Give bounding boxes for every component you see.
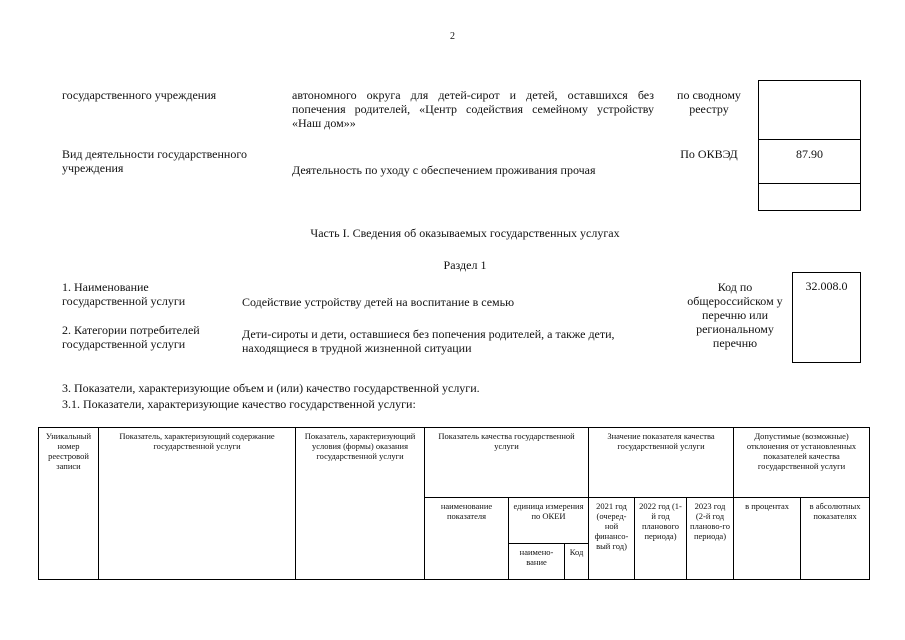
sub-year-2022: 2022 год (1-й год планового периода) <box>635 498 687 580</box>
sub-absolute: в абсолютных показателях <box>801 498 870 580</box>
okved-label: По ОКВЭД <box>680 147 738 161</box>
institution-label: государственного учреждения <box>62 88 217 102</box>
section-title: Раздел 1 <box>443 258 487 272</box>
sub-year-2021: 2021 год (очеред-ной финансо-вый год) <box>589 498 635 580</box>
service-name-value: Содействие устройству детей на воспитание в семью <box>242 295 515 309</box>
col-deviation: Допустимые (возможные) отклонения от установленных показателей качества государственной услуги <box>734 428 870 498</box>
okved-code-box <box>758 139 861 184</box>
service-categories-label: 2. Категории потребителей государственной услуги <box>62 323 200 351</box>
quality-indicators-table <box>38 427 870 580</box>
sub-indicator-name: наименование показателя <box>425 498 509 580</box>
service-code: 32.008.0 <box>805 279 848 293</box>
service-code-label: Код по общероссийском у перечню или региональному перечню <box>687 280 783 350</box>
activity-value: Деятельность по уходу с обеспечением проживания прочая <box>292 163 596 177</box>
col-content: Показатель, характеризующий содержание государственной услуги <box>99 428 296 580</box>
quality-heading: 3.1. Показатели, характеризующие качество государственной услуги: <box>62 397 416 411</box>
col-quality: Показатель качества государственной услуги <box>425 428 589 498</box>
registry-code-box <box>758 80 861 140</box>
service-name-label: 1. Наименование государственной услуги <box>62 280 186 308</box>
indicators-heading: 3. Показатели, характеризующие объем и (или) качество государственной услуги. <box>62 381 480 395</box>
sub-percent: в процентах <box>734 498 801 580</box>
col-registry: Уникальный номер реестровой записи <box>39 428 99 580</box>
page-number: 2 <box>450 31 455 42</box>
activity-label: Вид деятельности государственного учреждения <box>62 147 247 175</box>
sub-unit-name: наимено-вание <box>509 544 565 580</box>
col-values: Значение показателя качества государственной услуги <box>589 428 734 498</box>
col-conditions: Показатель, характеризующий условия (формы) оказания государственной услуги <box>296 428 425 580</box>
registry-code-label: по сводному реестру <box>677 88 741 116</box>
sub-unit: единица измерения по ОКЕИ <box>509 498 589 544</box>
institution-name: автономного округа для детей-сирот и детей, оставшихся без попечения родителей, «Центр содействия семейному устройству «Наш дом»» <box>292 88 654 130</box>
sub-unit-code: Код <box>565 544 589 580</box>
okved-code: 87.90 <box>796 147 823 161</box>
service-code-box <box>792 272 861 363</box>
part-title: Часть I. Сведения об оказываемых государственных услугах <box>310 226 620 240</box>
empty-code-box <box>758 183 861 211</box>
sub-year-2023: 2023 год (2-й год планово-го периода) <box>687 498 734 580</box>
service-categories-value: Дети-сироты и дети, оставшиеся без попечения родителей, а также дети, находящиеся в трудной жизненной ситуации <box>242 327 615 355</box>
